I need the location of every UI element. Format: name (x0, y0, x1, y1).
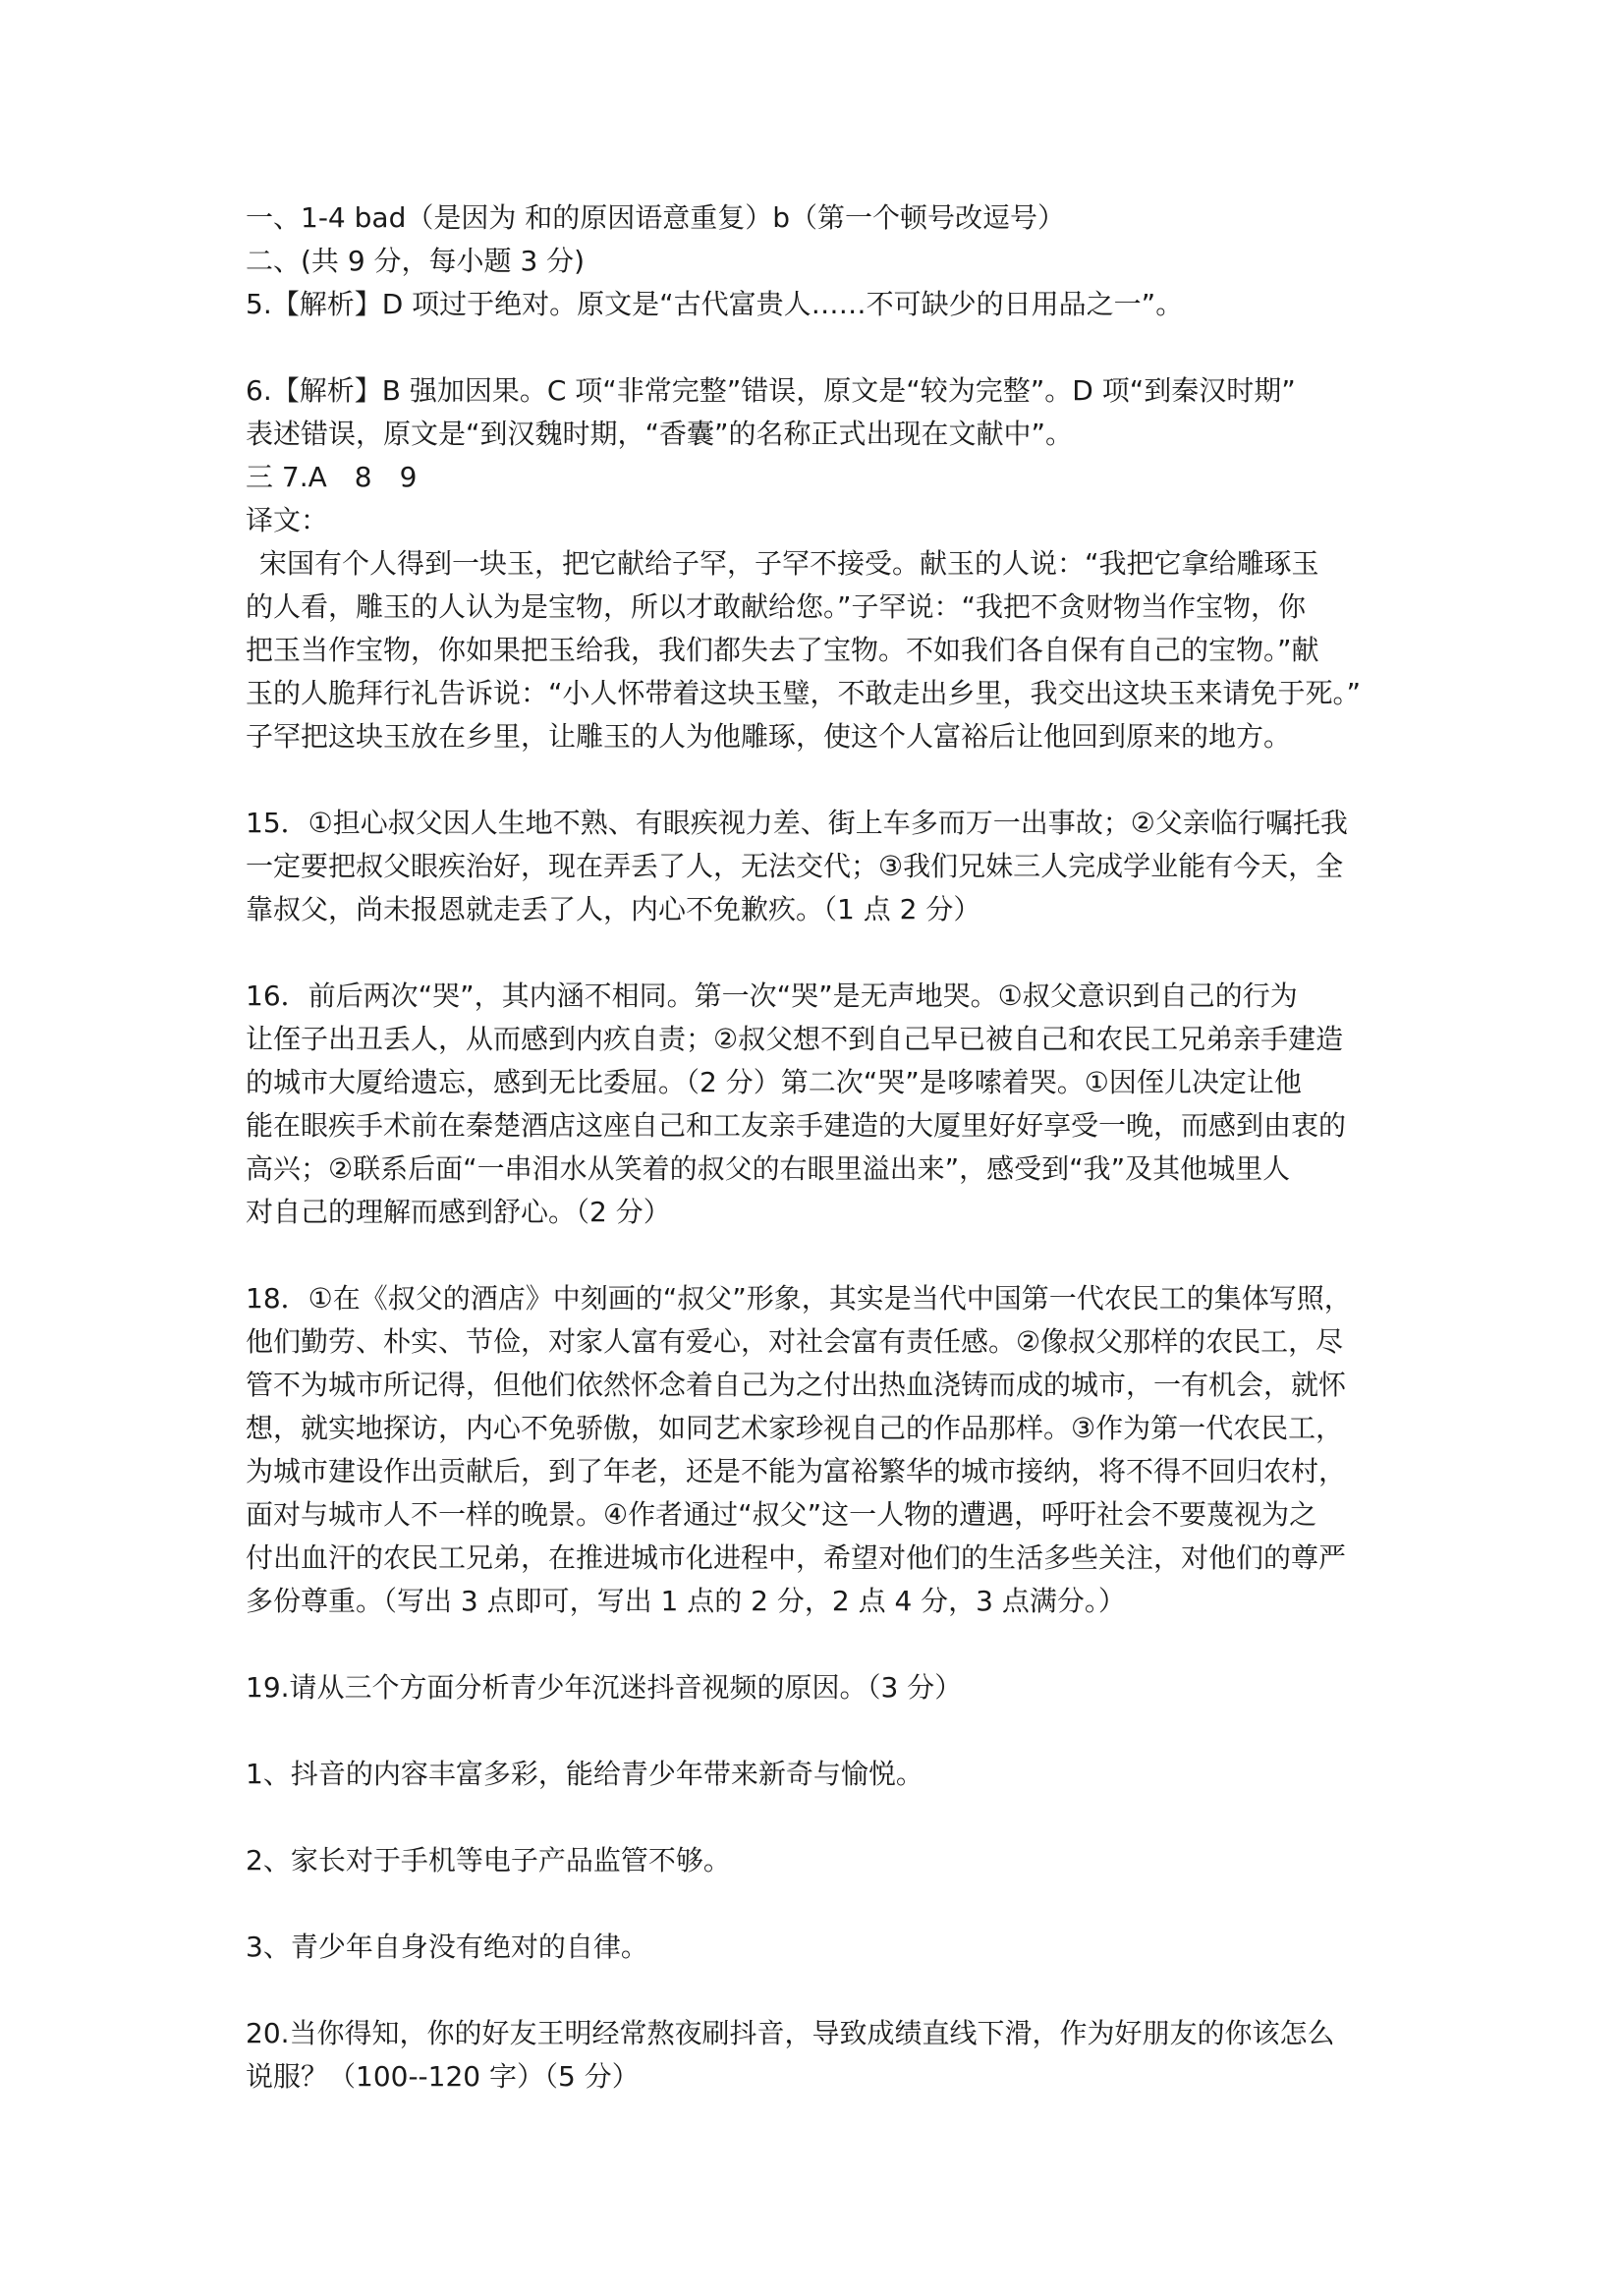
text-line: 高兴；②联系后面“一串泪水从笑着的叔父的右眼里溢出来”，感受到“我”及其他城里人 (246, 1152, 1291, 1185)
text-line: 靠叔父，尚未报恩就走丢了人，内心不免歉疚。（1 点 2 分） (246, 893, 981, 925)
text-line: 一、1-4 bad（是因为 和的原因语意重复）b（第一个顿号改逗号） (246, 201, 1066, 234)
text-line: 20.当你得知，你的好友王明经常熬夜刷抖音，导致成绩直线下滑，作为好朋友的你该怎么 (246, 2017, 1335, 2049)
text-line: 子罕把这块玉放在乡里，让雕玉的人为他雕琢，使这个人富裕后让他回到原来的地方。 (246, 720, 1292, 753)
text-line: 6.【解析】B 强加因果。C 项“非常完整”错误，原文是“较为完整”。D 项“到秦汉时期” (246, 374, 1296, 407)
text-line: 玉的人脆拜行礼告诉说：“小人怀带着这块玉璧，不敢走出乡里，我交出这块玉来请免于死。” (246, 677, 1362, 709)
blank-line (246, 1709, 1395, 1753)
text-line: 2、家长对于手机等电子产品监管不够。 (246, 1844, 731, 1876)
text-line: 18．①在《叔父的酒店》中刻画的“叔父”形象，其实是当代中国第一代农民工的集体写照， (246, 1282, 1352, 1315)
document-page (246, 196, 1395, 2099)
text-line: 的人看，雕玉的人认为是宝物，所以才敢献给您。”子罕说：“我把不贪财物当作宝物，你 (246, 590, 1307, 623)
text-line: 多份尊重。（写出 3 点即可，写出 1 点的 2 分，2 点 4 分，3 点满分。） (246, 1585, 1126, 1617)
text-line: 对自己的理解而感到舒心。（2 分） (246, 1196, 671, 1228)
text-line: 一定要把叔父眼疾治好，现在弄丢了人，无法交代；③我们兄妹三人完成学业能有今天，全 (246, 850, 1344, 882)
blank-line (246, 1623, 1395, 1666)
text-line: 5.【解析】D 项过于绝对。原文是“古代富贵人……不可缺少的日用品之一”。 (246, 288, 1184, 320)
blank-line (246, 1969, 1395, 2012)
text-line: 表述错误，原文是“到汉魏时期，“香囊”的名称正式出现在文献中”。 (246, 418, 1074, 450)
text-line: 说服？（100--120 字）（5 分） (246, 2060, 640, 2093)
blank-line (246, 931, 1395, 975)
text-line: 3、青少年自身没有绝对的自律。 (246, 1931, 648, 1963)
blank-line (246, 326, 1395, 369)
text-line: 把玉当作宝物，你如果把玉给我，我们都失去了宝物。不如我们各自保有自己的宝物。”献 (246, 634, 1319, 666)
blank-line (246, 1882, 1395, 1926)
blank-line (246, 1796, 1395, 1839)
text-line: 管不为城市所记得，但他们依然怀念着自己为之付出热血浇铸而成的城市，一有机会，就怀 (246, 1369, 1347, 1401)
text-line: 让侄子出丑丢人，从而感到内疚自责；②叔父想不到自己早已被自己和农民工兄弟亲手建造 (246, 1023, 1344, 1055)
blank-line (246, 1234, 1395, 1277)
blank-line (246, 758, 1395, 802)
text-line: 16．前后两次“哭”，其内涵不相同。第一次“哭”是无声地哭。①叔父意识到自己的行为 (246, 980, 1298, 1012)
text-line: 1、抖音的内容丰富多彩，能给青少年带来新奇与愉悦。 (246, 1758, 923, 1790)
text-line: 能在眼疾手术前在秦楚酒店这座自己和工友亲手建造的大厦里好好享受一晚，而感到由衷的 (246, 1109, 1347, 1142)
text-line: 二、(共 9 分，每小题 3 分) (246, 245, 586, 277)
text-line: 付出血汗的农民工兄弟，在推进城市化进程中，希望对他们的生活多些关注，对他们的尊严 (246, 1541, 1347, 1574)
text-line: 想，就实地探访，内心不免骄傲，如同艺术家珍视自己的作品那样。③作为第一代农民工， (246, 1412, 1344, 1444)
text-line: 宋国有个人得到一块玉，把它献给子罕，子罕不接受。献玉的人说：“我把它拿给雕琢玉 (259, 547, 1319, 580)
text-line: 译文： (246, 504, 329, 536)
text-line: 面对与城市人不一样的晚景。④作者通过“叔父”这一人物的遭遇，呼吁社会不要蔑视为之 (246, 1498, 1317, 1531)
text-line: 15．①担心叔父因人生地不熟、有眼疾视力差、街上车多而万一出事故；②父亲临行嘱托我 (246, 807, 1348, 839)
text-line: 19.请从三个方面分析青少年沉迷抖音视频的原因。（3 分） (246, 1671, 963, 1704)
text-line: 他们勤劳、朴实、节俭，对家人富有爱心，对社会富有责任感。②像叔父那样的农民工，尽 (246, 1325, 1344, 1358)
text-line: 的城市大厦给遗忘，感到无比委屈。（2 分）第二次“哭”是哆嗦着哭。①因侄儿决定让他 (246, 1066, 1302, 1098)
text-line: 三 7.A 8 9 (246, 461, 418, 493)
text-line: 为城市建设作出贡献后，到了年老，还是不能为富裕繁华的城市接纳，将不得不回归农村， (246, 1455, 1347, 1487)
